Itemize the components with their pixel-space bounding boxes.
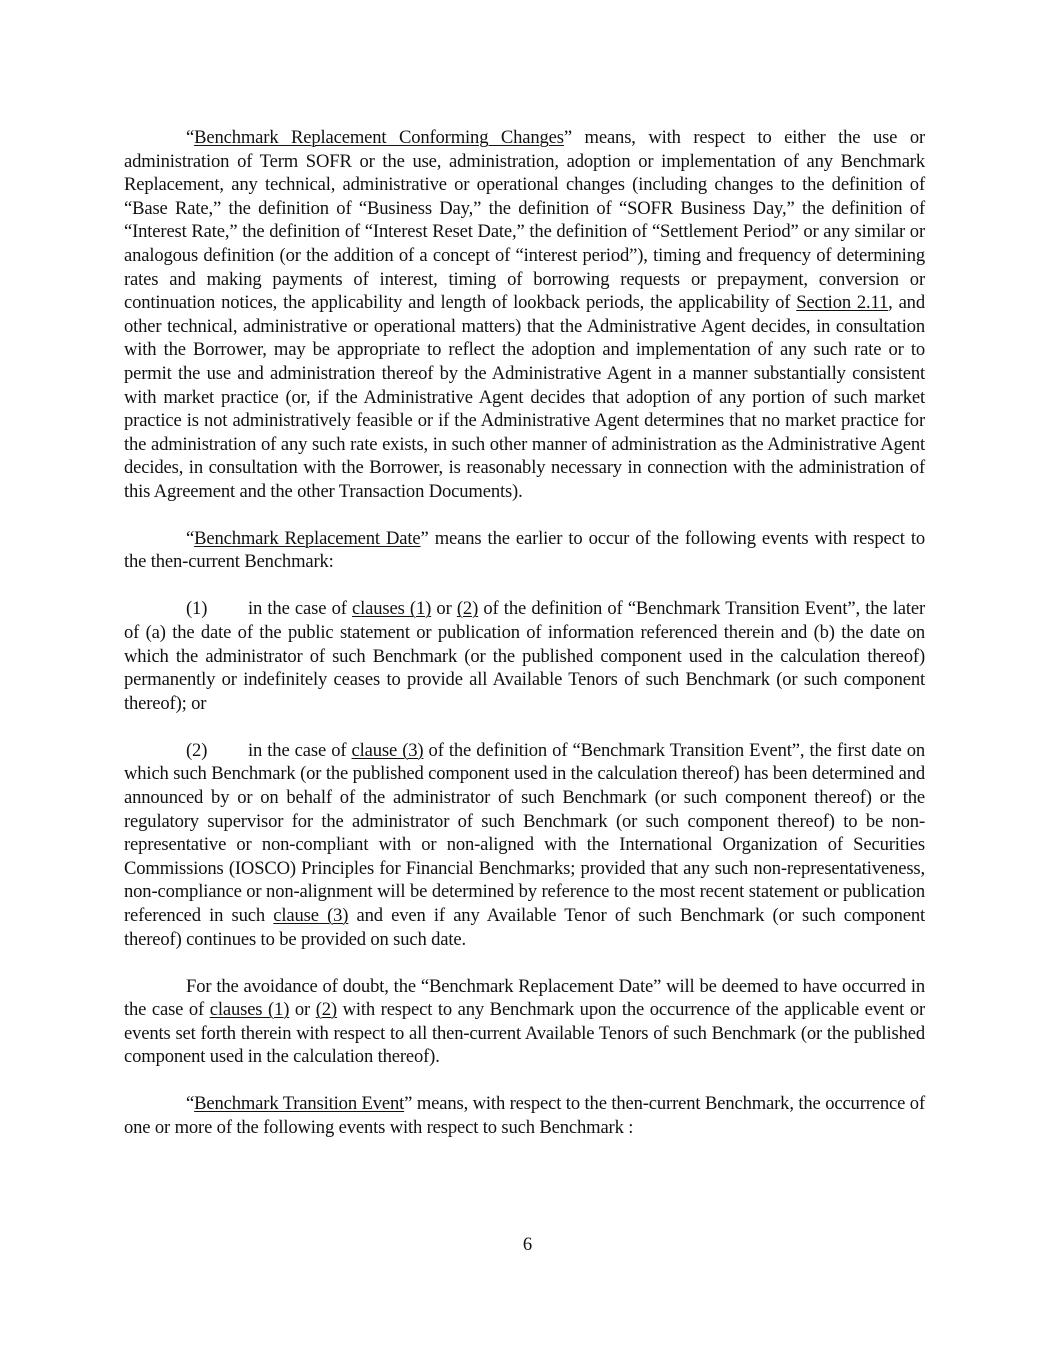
underlined-reference: clauses (1) <box>352 598 432 620</box>
underlined-reference: Benchmark Replacement Date <box>194 527 421 549</box>
underlined-reference: clause (3) <box>273 904 349 926</box>
underlined-reference: clause (3) <box>351 739 424 761</box>
underlined-reference: Benchmark Replacement Conforming Changes <box>194 127 564 148</box>
paragraph-text: in the case of <box>248 739 352 761</box>
underlined-reference: Benchmark Transition Event <box>194 1093 405 1115</box>
clause-number: (2) <box>186 739 208 761</box>
paragraph-text: “ <box>186 1093 195 1115</box>
clause-1-benchmark-replacement-date <box>124 597 925 715</box>
paragraph-text: ” means, with respect to the then-current Benchmark, the occurrence of one or more of the following events with respect to such Benchmark : <box>124 1093 925 1138</box>
underlined-reference: (2) <box>315 999 337 1021</box>
paragraph-text: or <box>431 598 457 620</box>
definition-benchmark-transition-event <box>124 1092 925 1139</box>
paragraph-text: “ <box>186 127 195 148</box>
paragraph-text: ” means the earlier to occur of the following events with respect to the then-current Benchmark: <box>124 527 925 573</box>
paragraph-text: , and other technical, administrative or operational matters) that the Administrative Agent decides, in consultation with the Borrower, may be appropriate to reflect the adoption and implementation of any such rate or to permit the use and administration thereof by the Administrative Agent in a manner substantially consistent with market practice (or, if the Administrative Agent decides that adoption of any portion of such market practice is not administratively feasible or if the Administrative Agent determines that no market practice for the administration of any such rate exists, in such other manner of administration as the Administrative Agent decides, in consultation with the Borrower, is reasonably necessary in connection with the administration of this Agreement and the other Transaction Documents). <box>124 292 925 502</box>
paragraph-text: and even if any Available Tenor of such Benchmark (or such component thereof) continues to be provided on such date. <box>124 904 925 950</box>
underlined-reference: clauses (1) <box>209 999 290 1021</box>
paragraph-text: or <box>289 999 316 1021</box>
avoidance-of-doubt-paragraph <box>124 975 925 1069</box>
definition-benchmark-replacement-conforming-changes <box>124 126 925 504</box>
paragraph-text: of the definition of “Benchmark Transition Event”, the first date on which such Benchmark (or the published component used in the calculation thereof) has been determined and announced by or on behalf of the administrator of such Benchmark (or such component thereof) or the regulatory supervisor for the administrator of such Benchmark (or such component thereof) to be non-representative or non-compliant with or non-aligned with the International Organization of Securities Commissions (IOSCO) Principles for Financial Benchmarks; provided that any such non-representativeness, non-compliance or non-alignment will be determined by reference to the most recent statement or publication referenced in such <box>124 739 925 926</box>
document-page <box>124 126 925 1163</box>
definition-benchmark-replacement-date <box>124 527 925 574</box>
paragraph-text: “ <box>186 527 195 549</box>
clause-2-benchmark-replacement-date <box>124 739 925 951</box>
paragraph-text: with respect to any Benchmark upon the occurrence of the applicable event or events set forth therein with respect to all then-current Available Tenors of such Benchmark (or the published component used in the calculation thereof). <box>124 999 926 1068</box>
underlined-reference: Section 2.11 <box>796 292 889 314</box>
page-number: 6 <box>522 1234 533 1255</box>
clause-number: (1) <box>186 598 208 620</box>
underlined-reference: (2) <box>456 598 479 620</box>
paragraph-text: of the definition of “Benchmark Transition Event”, the later of (a) the date of the public statement or publication of information referenced therein and (b) the date on which the administrator of such Benchmark (or the published component used in the calculation thereof) permanently or indefinitely ceases to provide all Available Tenors of such Benchmark (or such component thereof); or <box>124 598 925 714</box>
paragraph-text: ” means, with respect to either the use or administration of Term SOFR or the use, administration, adoption or implementation of any Benchmark Replacement, any technical, administrative or operational changes (including changes to the definition of “Base Rate,” the definition of “Business Day,” the definition of “SOFR Business Day,” the definition of “Interest Rate,” the definition of “Interest Reset Date,” the definition of “Settlement Period” or any similar or analogous definition (or the addition of a concept of “interest period”), timing and frequency of determining rates and making payments of interest, timing of borrowing requests or prepayment, conversion or continuation notices, the applicability and length of lookback periods, the applicability of <box>124 127 926 314</box>
paragraph-text: For the avoidance of doubt, the “Benchmark Replacement Date” will be deemed to have occurred in the case of <box>124 975 925 1021</box>
paragraph-text: in the case of <box>248 598 353 620</box>
